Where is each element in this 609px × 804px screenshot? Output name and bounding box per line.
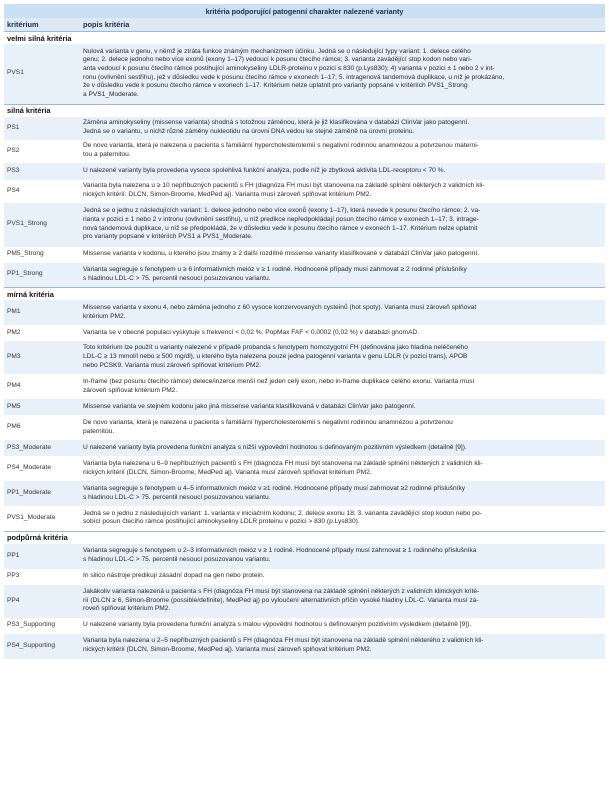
description-line: Missense varianta ve stejném kodonu jako jiná missense varianta klasifikovaná v databázi ClinVar jako patogenní. (83, 402, 416, 410)
criterion-code: PS3 (4, 163, 80, 180)
table-row (4, 415, 605, 440)
table-title: kritéria podporující patogenní charakter nalezené varianty (4, 4, 605, 18)
section-row (4, 104, 605, 117)
criterion-code: PM5_Strong (4, 247, 80, 263)
table-row (4, 341, 605, 374)
criterion-description (80, 618, 605, 634)
table-row (4, 247, 605, 263)
table-row (4, 300, 605, 325)
description-line: že v důsledku vede k posunu čtecího rámce v exonech 1–17. Kritérium nelze uplatnit pro varianty popsané v kritériích PVS1_Strong (83, 82, 468, 90)
criteria-table-container (4, 4, 605, 659)
criterion-description (80, 140, 605, 163)
column-header-description: popis kritéria (80, 18, 605, 32)
criterion-description (80, 117, 605, 140)
table-row (4, 325, 605, 341)
description-line: Missense varianta v kodonu, u kterého jsou známy ≥ 2 další rozdílné missense varianty klasifikované v databázi ClinVar jako patogenní. (83, 250, 480, 258)
description-line: tou a paternitou. (83, 151, 131, 158)
criterion-code: PM2 (4, 325, 80, 341)
table-row (4, 585, 605, 618)
description-line: Jedná se o jednu z následujících variant: 1. varianta v iniciačním kodonu; 2. delece exonu 18; 3. varianta zavádějící stop kodon nebo po- (83, 509, 482, 517)
criterion-code: PS4 (4, 180, 80, 203)
criterion-code: PVS1_Moderate (4, 506, 80, 531)
table-row (4, 180, 605, 203)
description-line: sobící posun čtecího rámce postihující aminokyseliny LDLR proteinu v pozici > 830 (p.Lys830). (83, 518, 360, 526)
description-line: In silico nástroje predikují zásadní dopad na gen nebo protein. (83, 572, 265, 580)
description-line: genu; 2. delece jednoho nebo více exonů (exony 1–17) vedoucí k posunu čtecího rámce; 3. varianta zavádějící stop kodon nebo vari- (83, 56, 472, 64)
criterion-description (80, 203, 605, 247)
table-row (4, 117, 605, 140)
section-heading: silná kritéria (4, 104, 605, 117)
criterion-code: PM4 (4, 374, 80, 399)
description-line: Varianta byla nalezena u 6–9 nepříbuzných pacientů s FH (diagnóza FH musí být stanovena na základě splnění některých z validních kli- (83, 459, 483, 467)
criterion-description (80, 263, 605, 288)
description-line: s hladinou LDL-C > 75. percentil nesoucí posuzovanou variantu. (83, 556, 271, 563)
criterion-code: PM6 (4, 415, 80, 440)
section-heading: mírná kritéria (4, 288, 605, 301)
description-line: nová tandemová duplikace, u níž se předpokládá, že v důsledku vede k posunu čtecího rámce v exonech 1–17. Kritérium nelze uplatnit (83, 224, 478, 232)
table-row (4, 140, 605, 163)
criterion-code: PP1 (4, 544, 80, 569)
description-line: zároveň splňovat kritérium PM2. (83, 386, 178, 394)
description-line: pro varianty popsané v kritériích PVS1 a PVS1_Moderate. (83, 233, 253, 241)
description-line: Záměna aminokyseliny (missense varianta) shodná s totožnou záměnou, která je již klasifikována v databázi ClinVar jako patogenní. (83, 119, 470, 127)
table-header-row (4, 18, 605, 32)
description-line: paternitou. (83, 427, 115, 435)
criterion-code: PS2 (4, 140, 80, 163)
description-line: roveň splňovat kritérium PM2. (83, 605, 171, 613)
table-row (4, 544, 605, 569)
criterion-code: PM1 (4, 300, 80, 325)
criterion-code: PS1 (4, 117, 80, 140)
description-line: Jakákoliv varianta nalezená u pacienta s FH (diagnóza FH musí být stanovena na základě splnění některých z validních klinických krité- (83, 587, 480, 595)
column-header-criterion: kritérium (4, 18, 80, 32)
criterion-description (80, 415, 605, 440)
description-line: nických kritérií (DLCN, Simon-Broome, MedPed aj). Varianta musí zároveň splňovat kritérium PM2. (83, 468, 372, 476)
table-row (4, 481, 605, 506)
criterion-description (80, 163, 605, 180)
criterion-code: PS4_Moderate (4, 456, 80, 481)
table-row (4, 399, 605, 415)
description-line: Varianta segreguje s fenotypem u 4–5 informativních meióz v ≥1 rodině. Hodnocené případy musí zahrnovat ≥2 rodinné příslušníky (83, 484, 466, 492)
criterion-description (80, 399, 605, 415)
description-line: In-frame (bez posunu čtecího rámce) delece/inzerce menší než jeden celý exon, nebo in-frame duplikace celého exonu. Varianta musí (83, 377, 475, 385)
description-line: nických kritérií: DLCN, Simon-Broome, MedPed aj). Varianta musí zároveň splňovat kritérium PM2. (83, 191, 372, 198)
description-line: kritérium PM2. (83, 312, 126, 320)
description-line: Toto kritérium lze použít u varianty nalezené v případě probanda s fenotypem homozygotní FH (definována jako hladina neléčeného (83, 344, 468, 352)
description-line: Nulová varianta v genu, v němž je ztráta funkce známým mechanizmem účinku. Jedná se o následující typy variant: 1. delece celého (83, 47, 471, 55)
description-line: s hladinou LDL-C > 75. percentil nesoucí posuzovanou variantu. (83, 274, 271, 282)
section-heading: podpůrná kritéria (4, 531, 605, 544)
table-row (4, 263, 605, 288)
table-row (4, 618, 605, 634)
description-line: De novo varianta, která je nalezena u pacienta s familiární hypercholesterolemií s negativní rodinnou anamnézou a potvrzenou (83, 418, 453, 426)
description-line: nebo PCSK9. Varianta musí zároveň splňovat kritérium PM2. (83, 361, 261, 369)
section-row (4, 32, 605, 45)
section-row (4, 288, 605, 301)
table-row (4, 569, 605, 585)
criterion-description (80, 585, 605, 618)
table-row (4, 634, 605, 659)
criterion-description (80, 300, 605, 325)
criterion-code: PM5 (4, 399, 80, 415)
criterion-description (80, 506, 605, 531)
table-row (4, 44, 605, 104)
description-line: De novo varianta, která je nalezena u pacienta s familiární hypercholesterolemií s negativní rodinnou anamnézou a potvrzenou materni- (83, 142, 479, 150)
criterion-code: PS4_Supporting (4, 634, 80, 659)
criterion-description (80, 247, 605, 263)
criterion-description (80, 440, 605, 456)
description-line: LDL-C ≥ 13 mmol/l nebo ≥ 500 mg/dl), u kterého byla nalezena pouze jedna patogenní varianta v genu LDLR (v pozici trans), APOB (83, 353, 468, 361)
criterion-description (80, 325, 605, 341)
criterion-code: PS3_Supporting (4, 618, 80, 634)
table-row (4, 163, 605, 180)
description-line: s hladinou LDL-C > 75. percentil nesoucí posuzovanou variantu. (83, 493, 271, 501)
description-line: U nalezené varianty byla provedena funkční analýza s nižší výpovědní hodnotou s definovaným pozitivním výsledkem (detailně [9]). (83, 443, 467, 451)
description-line: Missense varianta v exonu 4, nebo záměna jednoho z 60 vysoce konzervovaných cysteinů (hot spoty). Varianta musí zároveň splňovat (83, 303, 477, 311)
description-line: nických kritérií (DLCN, Simon-Broome, MedPed aj). Varianta musí zároveň splňovat kritérium PM2. (83, 646, 372, 653)
description-line: Varianta byla nalezena u ≥ 10 nepříbuzných pacientů s FH (diagnóza FH musí být stanovena na základě splnění některých z validních kli- (83, 182, 485, 190)
table-title-row (4, 4, 605, 18)
criterion-code: PM3 (4, 341, 80, 374)
description-line: Varianta segreguje s fenotypem u ≥ 6 informativních meióz v ≥ 1 rodině. Hodnocené případy musí zahrnovat ≥ 2 rodinné příslušníky (83, 266, 467, 274)
description-line: U nalezené varianty byla provedena vysoce spolehlivá funkční analýza, podle níž je zbytková aktivita LDL-receptoru < 70 %. (83, 166, 446, 174)
description-line: U nalezené varianty byla provedena funkční analýza s malou výpovědní hodnotou s definovaným pozitivním výsledkem (detailně [9]). (83, 621, 472, 629)
table-row (4, 203, 605, 247)
description-line: Varianta segreguje s fenotypem u 2–3 informativních meióz v ≥ 1 rodině. Hodnocené případy musí zahrnovat ≥ 1 rodinného příslušníka (83, 547, 477, 555)
table-row (4, 374, 605, 399)
criterion-code: PP1_Strong (4, 263, 80, 288)
table-row (4, 440, 605, 456)
criterion-description (80, 44, 605, 104)
description-line: rií (DLCN ≥ 6, Simon-Broome (possible/definite), MedPed aj) po vyloučení alternativních příčin vysoké hladiny LDL-C. Varianta musí zá- (83, 596, 479, 604)
description-line: Varianta se v obecné populaci vyskytuje s frekvencí < 0,02 %: PopMax FAF < 0,0002 (0,02 %) v databázi gnomAD. (83, 328, 419, 336)
criterion-code: PP4 (4, 585, 80, 618)
criterion-code: PVS1_Strong (4, 203, 80, 247)
criterion-description (80, 456, 605, 481)
criterion-code: PP1_Moderate (4, 481, 80, 506)
criterion-description (80, 180, 605, 203)
criteria-table (4, 4, 605, 659)
table-row (4, 456, 605, 481)
section-heading: velmi silná kritéria (4, 32, 605, 45)
criterion-description (80, 569, 605, 585)
section-row (4, 531, 605, 544)
description-line: rianta v pozici ± 1 nebo 2 v intronu (ovlivnění sestřihu), u níž predikce nepředpokládají posun čtecího rámce v exonech 1–17; 3. intrage- (83, 215, 479, 223)
criterion-description (80, 544, 605, 569)
description-line: Jedná se o jednu z následujících variant: 1. delece jednoho nebo více exonů (exony 1–17), která nevede k posunu čtecího rámce; 2. va- (83, 207, 481, 215)
criterion-description (80, 374, 605, 399)
description-line: a PVS1_Moderate. (83, 91, 139, 99)
criterion-code: PS3_Moderate (4, 440, 80, 456)
table-row (4, 506, 605, 531)
description-line: Varianta byla nalezena u 2–5 nepříbuzných pacientů s FH (diagnóza FH musí být stanovena na základě splnění některého z validních kli- (83, 637, 484, 645)
description-line: Jedná se o variantu, u nichž různé záměny nukleotidu na úrovni DNA vedou ke stejné záměně na úrovni proteinu. (83, 128, 415, 135)
criterion-description (80, 341, 605, 374)
criterion-description (80, 481, 605, 506)
criterion-code: PP3 (4, 569, 80, 585)
description-line: ronu (ovlivnění sestřihu), jež v důsledku vede k posunu čtecího rámce v exonech 1–17; 5. intragenová tandemová duplikace, u níž je prokázáno, (83, 73, 505, 81)
description-line: anta vedoucí k posunu čtecího rámce postihující aminokyseliny LDLR-proteinu v pozici ≤ 830 (p.Lys830); 4) varianta v pozici ± 1 nebo 2 v int- (83, 65, 495, 73)
criterion-description (80, 634, 605, 659)
criterion-code: PVS1 (4, 44, 80, 104)
